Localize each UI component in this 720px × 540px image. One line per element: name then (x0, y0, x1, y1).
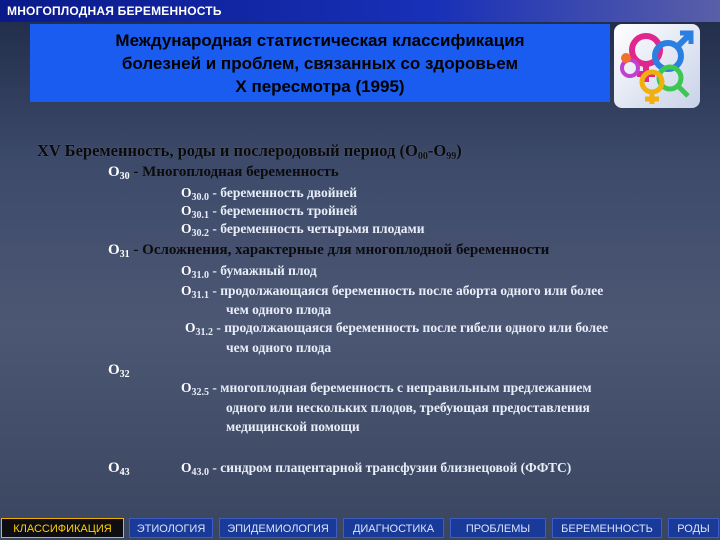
item-text: - многоплодная беременность с неправильным предлежанием (209, 380, 592, 395)
o31-code: O (108, 242, 120, 258)
o31-1-item-continued: чем одного плода (226, 302, 332, 317)
item-text: - беременность тройней (209, 203, 358, 218)
o30-0-item (181, 185, 357, 203)
o30-title: - Многоплодная беременность (129, 164, 339, 180)
o31-1-item (181, 283, 603, 301)
item-code: O (181, 185, 192, 200)
o30-1-item (181, 203, 357, 221)
item-code: O (181, 380, 192, 395)
o30-sub: 30 (119, 171, 130, 182)
o32-code: O (108, 362, 120, 378)
item-sub: 31.0 (191, 270, 210, 281)
o32-5-item (181, 380, 592, 398)
nav-classification[interactable]: КЛАССИФИКАЦИЯ (1, 518, 124, 538)
o31-2-item (185, 320, 608, 338)
item-sub: 30.1 (191, 210, 210, 221)
o30-2-item (181, 221, 425, 239)
item-text: - продолжающаяся беременность после гибели одного или более (213, 320, 609, 335)
item-text: - бумажный плод (209, 263, 317, 278)
item-sub: 30.2 (191, 228, 210, 239)
section-mid: -O (427, 141, 447, 160)
nav-epidemiology[interactable]: ЭПИДЕМИОЛОГИЯ (219, 518, 337, 538)
item-sub: 31.2 (195, 327, 214, 338)
item-code: O (181, 221, 192, 236)
item-sub: 43.0 (191, 467, 210, 478)
o30-code: O (108, 164, 120, 180)
o43-sub: 43 (119, 467, 130, 478)
item-text: - беременность четырьмя плодами (209, 221, 425, 236)
o31-2-item-continued: чем одного плода (226, 340, 332, 355)
item-sub: 32.5 (191, 387, 210, 398)
nav-problems[interactable]: ПРОБЛЕМЫ (450, 518, 546, 538)
header-line-3: X пересмотра (1995) (235, 77, 405, 96)
o32-group-title (108, 362, 130, 380)
header-line-2: болезней и проблем, связанных со здоровьем (121, 54, 519, 73)
item-sub: 31.1 (191, 290, 210, 301)
o30-group-title (108, 164, 339, 182)
item-text: - беременность двойней (209, 185, 358, 200)
o32-5-item-continued-2: медицинской помощи (226, 419, 360, 434)
nav-pregnancy[interactable]: БЕРЕМЕННОСТЬ (552, 518, 662, 538)
item-code: O (181, 283, 192, 298)
nav-labor[interactable]: РОДЫ (668, 518, 719, 538)
o32-sub: 32 (119, 369, 130, 380)
header-line-1: Международная статистическая классификация (115, 31, 525, 50)
section-suffix: ) (456, 141, 462, 160)
bottom-nav (0, 516, 720, 540)
nav-etiology[interactable]: ЭТИОЛОГИЯ (129, 518, 213, 538)
section-xv-title (37, 141, 462, 162)
item-code: O (181, 203, 192, 218)
item-code: O (181, 263, 192, 278)
o31-group-title (108, 242, 549, 260)
section-sub-end: 99 (446, 151, 457, 162)
item-text: - синдром плацентарной трансфузии близнецовой (ФФТС) (209, 460, 572, 475)
o32-5-item-continued-1: одного или нескольких плодов, требующая предоставления (226, 400, 590, 415)
nav-diagnostics[interactable]: ДИАГНОСТИКА (343, 518, 444, 538)
o31-sub: 31 (119, 249, 130, 260)
top-title-bar: МНОГОПЛОДНАЯ БЕРЕМЕННОСТЬ (0, 0, 720, 22)
section-sub-start: 00 (417, 151, 428, 162)
item-code: O (185, 320, 196, 335)
o43-group-title (108, 460, 130, 478)
o43-0-item (181, 460, 571, 478)
item-code: O (181, 460, 192, 475)
item-sub: 30.0 (191, 192, 210, 203)
item-text: - продолжающаяся беременность после аборта одного или более (209, 283, 604, 298)
o31-title: - Осложнения, характерные для многоплодной беременности (129, 242, 550, 258)
o31-0-item (181, 263, 317, 281)
section-prefix: XV Беременность, роды и послеродовый период (O (37, 141, 418, 160)
o43-code: O (108, 460, 120, 476)
